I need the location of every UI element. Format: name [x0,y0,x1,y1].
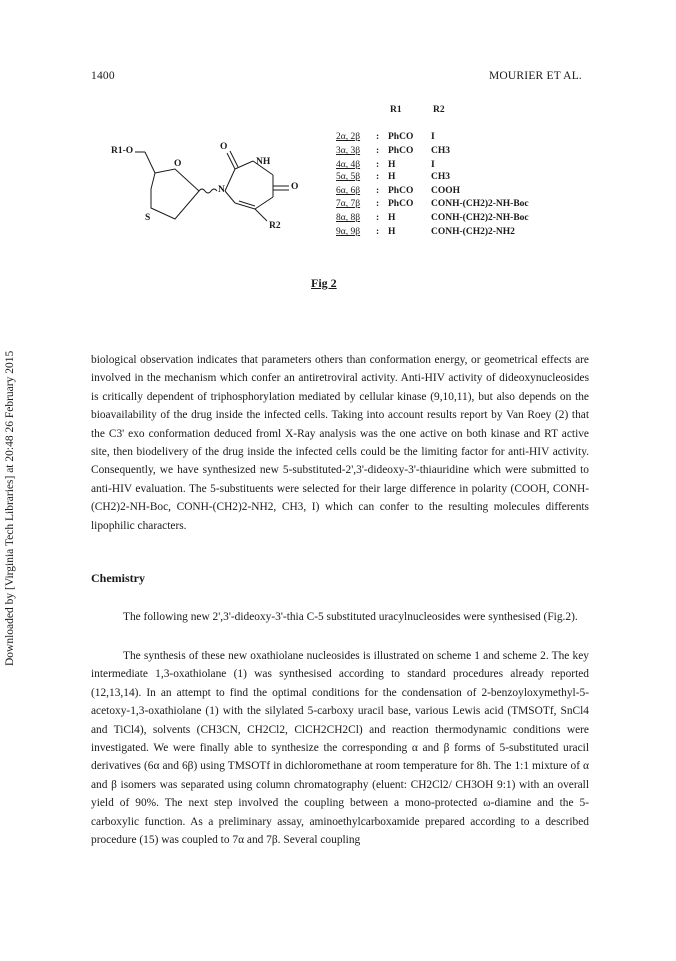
page-number: 1400 [91,70,115,82]
compound-numbers: 4α, 4β [336,160,361,170]
r2-value: CH3 [431,172,450,182]
section-heading: Chemistry [91,571,145,585]
carbonyl-oxygen-right-label: O [291,182,299,192]
r1-o-label: R1-O [111,146,134,156]
r2-label: R2 [269,221,281,231]
r2-value: I [431,160,435,170]
carbonyl-oxygen-top-label: O [220,142,228,152]
r2-value: COOH [431,186,461,196]
r1-value: H [388,172,396,182]
compound-numbers: 9α, 9β [336,227,361,237]
r1-value: PhCO [388,146,414,156]
r1-value: PhCO [388,132,414,142]
ring-sulfur-label: S [145,213,151,223]
compound-numbers: 8α, 8β [336,213,361,223]
r1-value: H [388,213,396,223]
compound-numbers: 6α, 6β [336,186,361,196]
download-watermark-text: Downloaded by [Virginia Tech Libraries] at 20:48 26 February 2015 [4,350,16,666]
ring-oxygen-label: O [174,159,182,169]
r1-value: PhCO [388,199,414,209]
r2-value: CONH-(CH2)2-NH-Boc [431,213,529,223]
nucleoside-structure-drawing [91,105,331,245]
r2-value: CONH-(CH2)2-NH-Boc [431,199,529,209]
r2-column-header: R2 [433,105,445,115]
download-watermark [4,306,18,666]
nh-label: NH [256,157,271,167]
r2-value: I [431,132,435,142]
nitrogen-label: N [218,185,225,195]
r1-value: H [388,227,396,237]
compound-numbers: 3α, 3β [336,146,361,156]
body-paragraph-2: The following new 2',3'-dideoxy-3'-thia C-5 substituted uracylnucleosides were synthesised (Fig.2). [123,611,578,623]
running-title: MOURIER ET AL. [489,70,582,82]
body-paragraph-1: biological observation indicates that parameters others than conformation energy, or geometrical effects are involved in the mechanism which confer an antiretroviral activity. Anti-HIV activity of dideoxynucleosides is critically dependent of triphosphorylation mediated by cellular kinase (9,10,11), but also depends on the bioavailability of the drug inside the infected cells. Taking into account results report by Van Roey (2) that the C3' exo conformation deduced froml X-Ray analysis was the one active on both kinase and RT active site, then biodelivery of the drug inside the infected cells could be the limiting factor for anti-HIV activity. Consequently, we have synthesized new 5-substituted-2',3'-dideoxy-3'-thiauridine which were submitted to anti-HIV evaluation. The 5-substituents were selected for their large difference in polarity (COOH, CONH-(CH2)2-NH-Boc, CONH-(CH2)2-NH2, CH3, I) which can confer to the resulting molecules differents lipophilic characters. [91,354,589,532]
compound-numbers: 7α, 7β [336,199,361,209]
r2-value: CONH-(CH2)2-NH2 [431,227,515,237]
r1-value: H [388,160,396,170]
figure-caption: Fig 2 [311,276,337,290]
r2-value: CH3 [431,146,450,156]
compound-numbers: 2α, 2β [336,132,361,142]
compound-numbers: 5α, 5β [336,172,361,182]
figure-2: R1-O O S O NH N O R2 R1 R2 2α, 2β : PhCO I 3α, 3β : PhCO CH3 4α, 4β : H I 5α, 5β : H CH3 6α, 6β : PhCO COOH 7α, 7β : PhCO CONH-(CH2)2-NH-Boc 8α, 8β : H CONH-(CH2)2-NH-Boc 9α, 9β : H CONH-(CH2)2-NH2 [91,105,591,295]
r1-column-header: R1 [390,105,402,115]
r1-value: PhCO [388,186,414,196]
body-paragraph-3: The synthesis of these new oxathiolane nucleosides is illustrated on scheme 1 and scheme 2. The key intermediate 1,3-oxathiolane (1) was synthesised according to standard procedures already reported (12,13,14). In an attempt to find the optimal conditions for the condensation of 2-benzoyloxymethyl-5-acetoxy-1,3-oxathiolane (1) with the silylated 5-carboxy uracil base, various Lewis acid (TMSOTf, SnCl4 and TiCl4), solvents (CH3CN, CH2Cl2, ClCH2CH2Cl) and reaction thermodynamic conditions were investigated. We were finally able to synthesize the corresponding α and β forms of 5-substituted uracil derivatives (6α and 6β) using TMSOTf in dichloromethane at room temperature for 8h. The 1:1 mixture of α and β isomers was separated using column chromatography (eluent: CH2Cl2/ CH3OH 9:1) with an overall yield of 90%. The next step involved the coupling between a mono-protected ω-diamine and the 5-carboxylic function. As a preliminary assay, aminoethylcarboxamide prepared according to a described procedure (15) was coupled to 7α and 7β. Several coupling [91,650,589,847]
